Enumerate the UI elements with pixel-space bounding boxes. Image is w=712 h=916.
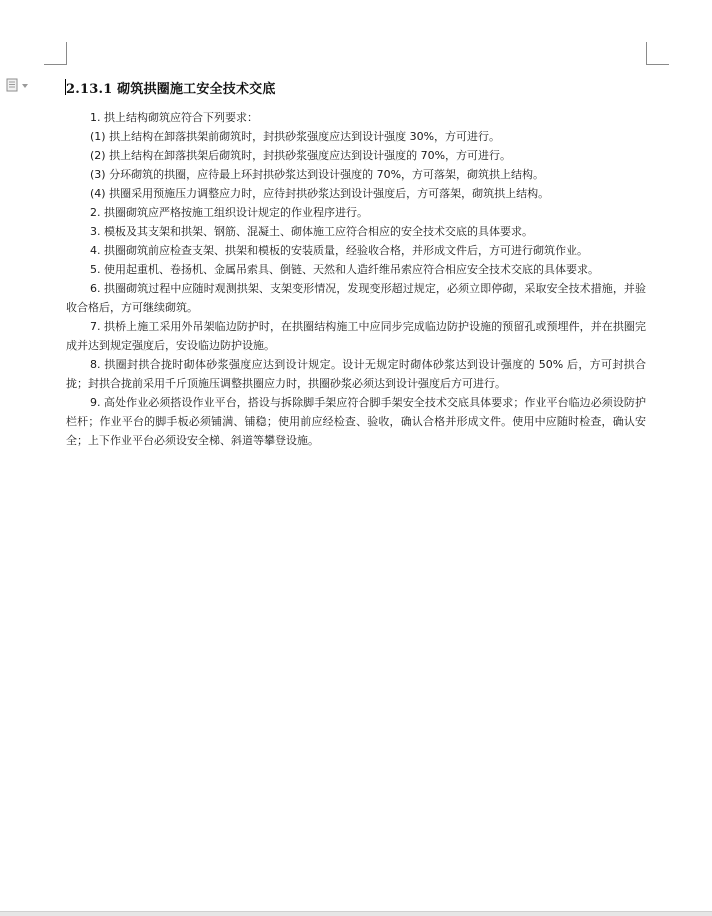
paragraph-3: 3. 模板及其支架和拱架、钢筋、混凝土、砌体施工应符合相应的安全技术交底的具体要求。: [90, 225, 533, 238]
crop-mark-top-left: [44, 42, 67, 65]
paragraph-1-3: (3) 分环砌筑的拱圈，应待最上环封拱砂浆达到设计强度的 70%，方可落架，砌筑拱上结构。: [90, 168, 545, 181]
paragraph-8: 8. 拱圈封拱合拢时砌体砂浆强度应达到设计规定。设计无规定时砌体砂浆达到设计强度的 50% 后，方可封拱合拢；封拱合拢前采用千斤顶施压调整拱圈应力时，拱圈砂浆必须达到设计强度后方可进行。: [66, 358, 646, 390]
crop-mark-top-right: [646, 42, 669, 65]
paragraph-1: 1. 拱上结构砌筑应符合下列要求：: [90, 111, 258, 124]
paragraph-4: 4. 拱圈砌筑前应检查支架、拱架和模板的安装质量，经验收合格，并形成文件后，方可进行砌筑作业。: [90, 244, 588, 257]
chevron-down-icon: [22, 84, 28, 88]
section-heading[interactable]: 2.13.1 砌筑拱圈施工安全技术交底: [66, 82, 276, 97]
document-map-icon: [6, 78, 19, 92]
paragraph-9: 9. 高处作业必须搭设作业平台，搭设与拆除脚手架应符合脚手架安全技术交底具体要求；作业平台临边必须设防护栏杆；作业平台的脚手板必须铺满、铺稳；使用前应经检查、验收，确认合格并形成文件。使用中应随时检查，确认安全；上下作业平台必须设安全梯、斜道等攀登设施。: [66, 396, 646, 447]
page-bottom-edge: [0, 911, 712, 916]
paragraph-1-4: (4) 拱圈采用预施压力调整应力时，应待封拱砂浆达到设计强度后，方可落架，砌筑拱上结构。: [90, 187, 550, 200]
paragraph-1-1: (1) 拱上结构在卸落拱架前砌筑时，封拱砂浆强度应达到设计强度 30%，方可进行。: [90, 130, 501, 143]
document-body[interactable]: [66, 108, 646, 450]
paragraph-2: 2. 拱圈砌筑应严格按施工组织设计规定的作业程序进行。: [90, 206, 368, 219]
paragraph-5: 5. 使用起重机、卷扬机、金属吊索具、倒链、天然和人造纤维吊索应符合相应安全技术交底的具体要求。: [90, 263, 599, 276]
document-map-button[interactable]: [6, 78, 28, 92]
paragraph-1-2: (2) 拱上结构在卸落拱架后砌筑时，封拱砂浆强度应达到设计强度的 70%，方可进行。: [90, 149, 512, 162]
paragraph-6: 6. 拱圈砌筑过程中应随时观测拱架、支架变形情况，发现变形超过规定，必须立即停砌，采取安全技术措施，并验收合格后，方可继续砌筑。: [66, 282, 646, 314]
paragraph-7: 7. 拱桥上施工采用外吊架临边防护时，在拱圈结构施工中应同步完成临边防护设施的预留孔或预埋件，并在拱圈完成并达到规定强度后，安设临边防护设施。: [66, 320, 646, 352]
